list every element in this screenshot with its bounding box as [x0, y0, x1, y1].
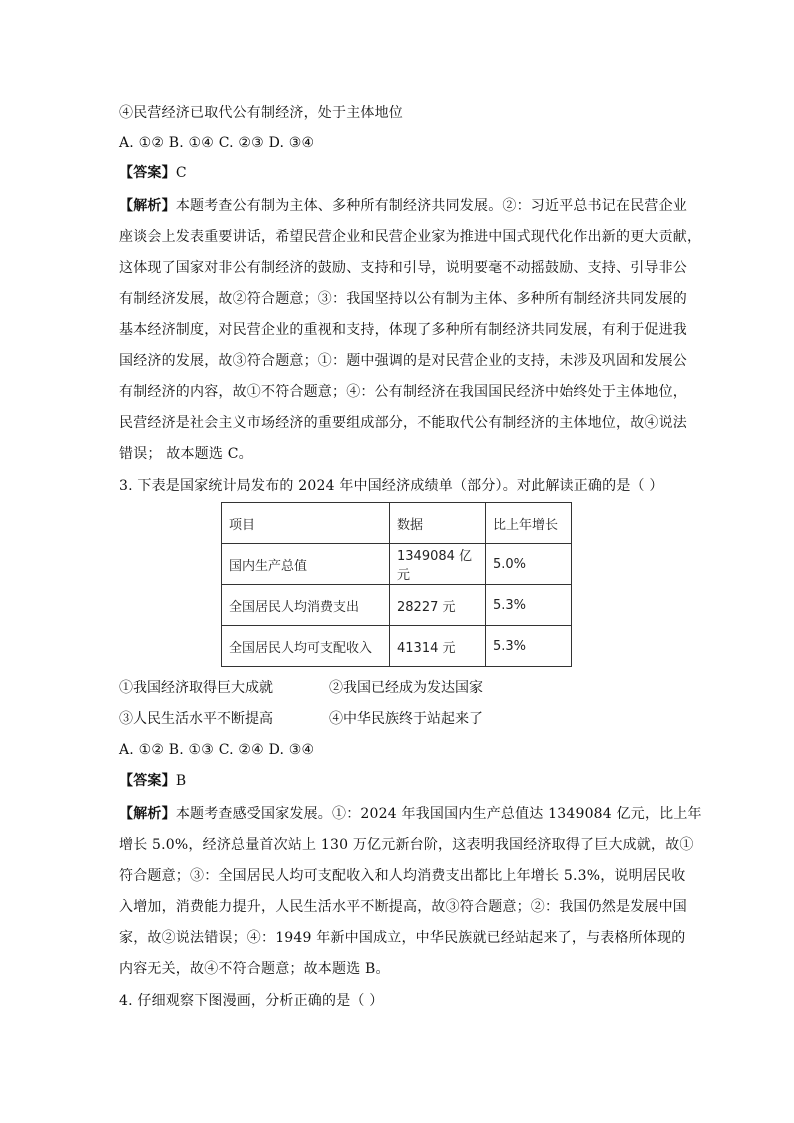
- q3-option-row: [119, 678, 483, 698]
- table-cell: 28227 元: [390, 585, 486, 626]
- q3-analysis-line: 家，故②说法错误；④：1949 年新中国成立，中华民族就已经站起来了，与表格所体现的: [119, 930, 686, 946]
- table-cell: 1349084 亿元: [390, 544, 486, 585]
- q3-analysis-line: 内容无关，故④不符合题意；故本题选 B。: [119, 961, 390, 977]
- q3-stem: 3. 下表是国家统计局发布的 2024 年中国经济成绩单（部分）。对此解读正确的是（ ）: [119, 478, 664, 494]
- economy-data-table: [221, 502, 572, 667]
- q3-analysis-line: 增长 5.0%，经济总量首次站上 130 万亿元新台阶，这表明我国经济取得了巨大成就，故①: [119, 837, 694, 853]
- table-cell: 41314 元: [390, 626, 486, 667]
- q2-analysis-line: 座谈会上发表重要讲话，希望民营企业和民营企业家为推进中国式现代化作出新的更大贡献，: [119, 229, 702, 245]
- table-cell: 国内生产总值: [222, 544, 390, 585]
- answer-label: 【答案】: [119, 773, 176, 789]
- q3-option-row: [119, 709, 483, 729]
- table-cell: 5.3%: [486, 626, 572, 667]
- answer-label: 【答案】: [119, 165, 176, 181]
- table-cell: 5.0%: [486, 544, 572, 585]
- q3-choices: A. ①② B. ①③ C. ②④ D. ③④: [119, 742, 315, 758]
- table-row: [222, 585, 572, 626]
- q2-option-4: ④民营经济已取代公有制经济，处于主体地位: [119, 105, 403, 121]
- table-header-row: [222, 503, 572, 544]
- analysis-label: 【解析】: [119, 806, 176, 822]
- q2-analysis-line: 有制经济发展，故②符合题意；③：我国坚持以公有制为主体、多种所有制经济共同发展的: [119, 291, 687, 307]
- q3-option: ④中华民族终于站起来了: [329, 711, 483, 727]
- q3-option: ②我国已经成为发达国家: [329, 680, 483, 696]
- q2-analysis-line: 国经济的发展，故③符合题意；①：题中强调的是对民营企业的支持，未涉及巩固和发展公: [119, 353, 687, 369]
- analysis-text: 本题考查感受国家发展。①：2024 年我国国内生产总值达 1349084 亿元，比上年: [175, 806, 702, 822]
- table-row: [222, 626, 572, 667]
- q2-choices: A. ①② B. ①④ C. ②③ D. ③④: [119, 135, 315, 151]
- q3-option: ①我国经济取得巨大成就: [119, 680, 273, 696]
- q3-option: ③人民生活水平不断提高: [119, 711, 273, 727]
- table-cell: 全国居民人均可支配收入: [222, 626, 390, 667]
- table-header-cell: 比上年增长: [486, 503, 572, 544]
- q2-answer: [119, 163, 187, 183]
- table-header-cell: 数据: [390, 503, 486, 544]
- q2-analysis-line: [119, 196, 687, 216]
- analysis-text: 本题考查公有制为主体、多种所有制经济共同发展。②：习近平总书记在民营企业: [175, 198, 688, 214]
- answer-value: B: [175, 773, 187, 789]
- q2-analysis-line: 有制经济的内容，故①不符合题意；④：公有制经济在我国国民经济中始终处于主体地位，: [119, 384, 687, 400]
- q3-analysis-line: 符合题意；③：全国居民人均可支配收入和人均消费支出都比上年增长 5.3%，说明居民收: [119, 868, 686, 884]
- q2-analysis-line: 这体现了国家对非公有制经济的鼓励、支持和引导，说明要毫不动摇鼓励、支持、引导非公: [119, 260, 687, 276]
- answer-value: C: [175, 165, 187, 181]
- table-cell: 全国居民人均消费支出: [222, 585, 390, 626]
- q3-analysis-line: 入增加，消费能力提升，人民生活水平不断提高，故③符合题意；②：我国仍然是发展中国: [119, 899, 687, 915]
- q2-analysis-line: 基本经济制度，对民营企业的重视和支持，体现了多种所有制经济共同发展，有利于促进我: [119, 322, 687, 338]
- table-row: [222, 544, 572, 585]
- table-header-cell: 项目: [222, 503, 390, 544]
- analysis-label: 【解析】: [119, 198, 176, 214]
- q4-stem: 4. 仔细观察下图漫画，分析正确的是（ ）: [119, 993, 384, 1009]
- q3-answer: [119, 771, 186, 791]
- q2-analysis-line: 错误； 故本题选 C。: [119, 446, 253, 462]
- table-cell: 5.3%: [486, 585, 572, 626]
- q2-analysis-line: 民营经济是社会主义市场经济的重要组成部分，不能取代公有制经济的主体地位，故④说法: [119, 415, 687, 431]
- q3-analysis-line: [119, 804, 702, 824]
